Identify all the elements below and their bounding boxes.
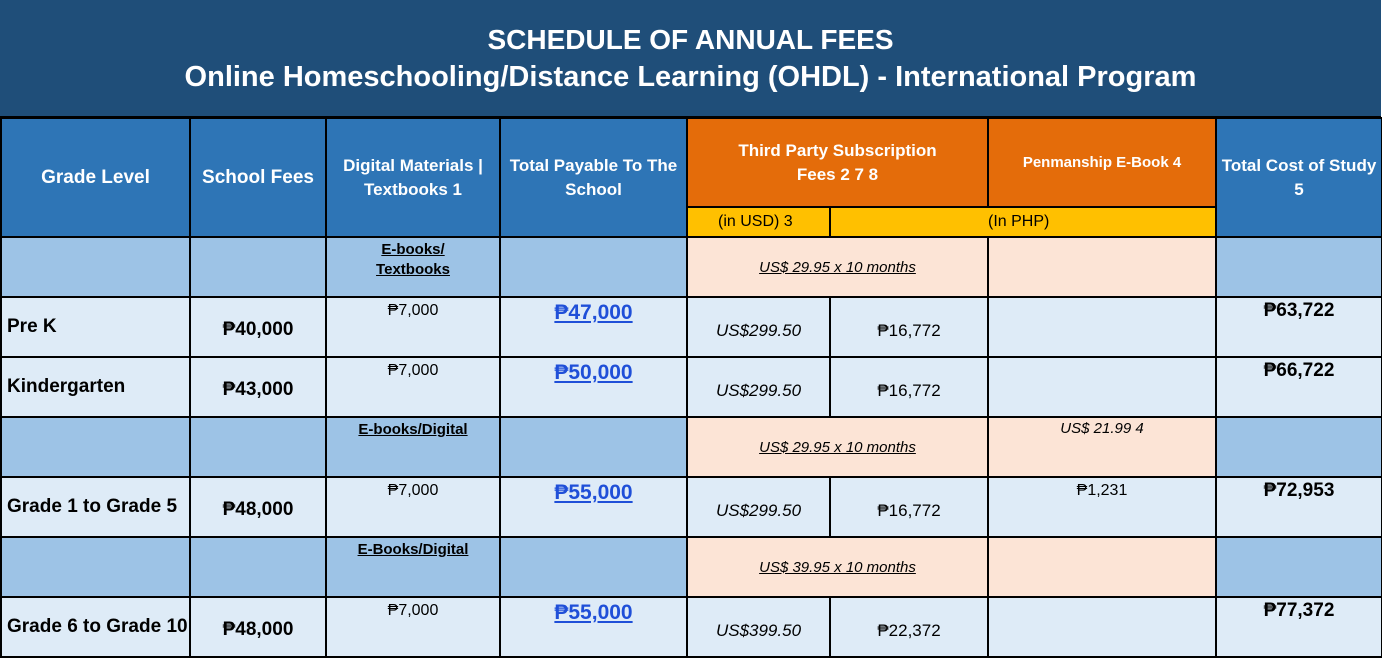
school-fee-cell: ₱48,000 bbox=[190, 597, 326, 657]
school-fee-cell: ₱40,000 bbox=[190, 297, 326, 357]
materials-cell: ₱7,000 bbox=[326, 357, 500, 417]
total-cost-cell: ₱63,722 bbox=[1216, 297, 1382, 357]
section-blank bbox=[1, 237, 190, 297]
monthly-rate: US$ 29.95 x 10 months bbox=[687, 237, 988, 297]
usd-cell: US$399.50 bbox=[687, 597, 830, 657]
total-cost-cell: ₱77,372 bbox=[1216, 597, 1382, 657]
section-row bbox=[1, 237, 1382, 297]
section-blank bbox=[500, 237, 687, 297]
page-title: SCHEDULE OF ANNUAL FEES bbox=[487, 24, 894, 55]
penmanship-cell bbox=[988, 297, 1216, 357]
section-blank bbox=[190, 537, 326, 597]
penmanship-note bbox=[988, 537, 1216, 597]
section-blank bbox=[1, 537, 190, 597]
table-row bbox=[1, 477, 1382, 537]
header-in-usd: (in USD) 3 bbox=[687, 207, 830, 237]
php-cell: ₱16,772 bbox=[830, 357, 988, 417]
materials-cell: ₱7,000 bbox=[326, 597, 500, 657]
section-row bbox=[1, 537, 1382, 597]
header-third-party: Third Party Subscription Fees 2 7 8 bbox=[687, 118, 988, 207]
php-cell: ₱16,772 bbox=[830, 297, 988, 357]
header-penmanship: Penmanship E-Book 4 bbox=[988, 118, 1216, 207]
php-cell: ₱22,372 bbox=[830, 597, 988, 657]
total-cost-cell: ₱72,953 bbox=[1216, 477, 1382, 537]
section-blank bbox=[190, 417, 326, 477]
total-payable-link[interactable]: ₱55,000 bbox=[500, 597, 687, 657]
fees-table bbox=[0, 117, 1382, 658]
total-payable-link[interactable]: ₱50,000 bbox=[500, 357, 687, 417]
header-row bbox=[1, 118, 1382, 207]
header-total-payable: Total Payable To The School bbox=[500, 118, 687, 237]
total-payable-link[interactable]: ₱55,000 bbox=[500, 477, 687, 537]
grade-cell: Pre K bbox=[1, 297, 190, 357]
materials-cell: ₱7,000 bbox=[326, 297, 500, 357]
section-blank bbox=[500, 417, 687, 477]
table-row bbox=[1, 597, 1382, 657]
grade-cell: Grade 1 to Grade 5 bbox=[1, 477, 190, 537]
section-blank bbox=[1216, 237, 1382, 297]
school-fee-cell: ₱43,000 bbox=[190, 357, 326, 417]
total-payable-link[interactable]: ₱47,000 bbox=[500, 297, 687, 357]
penmanship-note bbox=[988, 237, 1216, 297]
header-school-fees: School Fees bbox=[190, 118, 326, 237]
page-subtitle: Online Homeschooling/Distance Learning (OHDL) - International Program bbox=[184, 61, 1197, 93]
usd-cell: US$299.50 bbox=[687, 357, 830, 417]
section-blank bbox=[500, 537, 687, 597]
header-in-php: (In PHP) bbox=[830, 207, 1216, 237]
materials-cell: ₱7,000 bbox=[326, 477, 500, 537]
section-blank bbox=[190, 237, 326, 297]
penmanship-cell: ₱1,231 bbox=[988, 477, 1216, 537]
grade-cell: Grade 6 to Grade 10 bbox=[1, 597, 190, 657]
usd-cell: US$299.50 bbox=[687, 297, 830, 357]
monthly-rate: US$ 39.95 x 10 months bbox=[687, 537, 988, 597]
title-banner bbox=[0, 0, 1381, 118]
penmanship-note: US$ 21.99 4 bbox=[988, 417, 1216, 477]
penmanship-cell bbox=[988, 597, 1216, 657]
section-blank bbox=[1, 417, 190, 477]
monthly-rate: US$ 29.95 x 10 months bbox=[687, 417, 988, 477]
section-blank bbox=[1216, 537, 1382, 597]
penmanship-cell bbox=[988, 357, 1216, 417]
header-digital-materials: Digital Materials | Textbooks 1 bbox=[326, 118, 500, 237]
section-row bbox=[1, 417, 1382, 477]
php-cell: ₱16,772 bbox=[830, 477, 988, 537]
total-cost-cell: ₱66,722 bbox=[1216, 357, 1382, 417]
table-row bbox=[1, 297, 1382, 357]
table-row bbox=[1, 357, 1382, 417]
section-material-label: E-Books/Digital bbox=[326, 537, 500, 597]
grade-cell: Kindergarten bbox=[1, 357, 190, 417]
section-material-label: E-books/Digital bbox=[326, 417, 500, 477]
header-total-cost: Total Cost of Study 5 bbox=[1216, 118, 1382, 237]
usd-cell: US$299.50 bbox=[687, 477, 830, 537]
section-blank bbox=[1216, 417, 1382, 477]
school-fee-cell: ₱48,000 bbox=[190, 477, 326, 537]
section-material-label: E-books/ Textbooks bbox=[326, 237, 500, 297]
header-grade-level: Grade Level bbox=[1, 118, 190, 237]
